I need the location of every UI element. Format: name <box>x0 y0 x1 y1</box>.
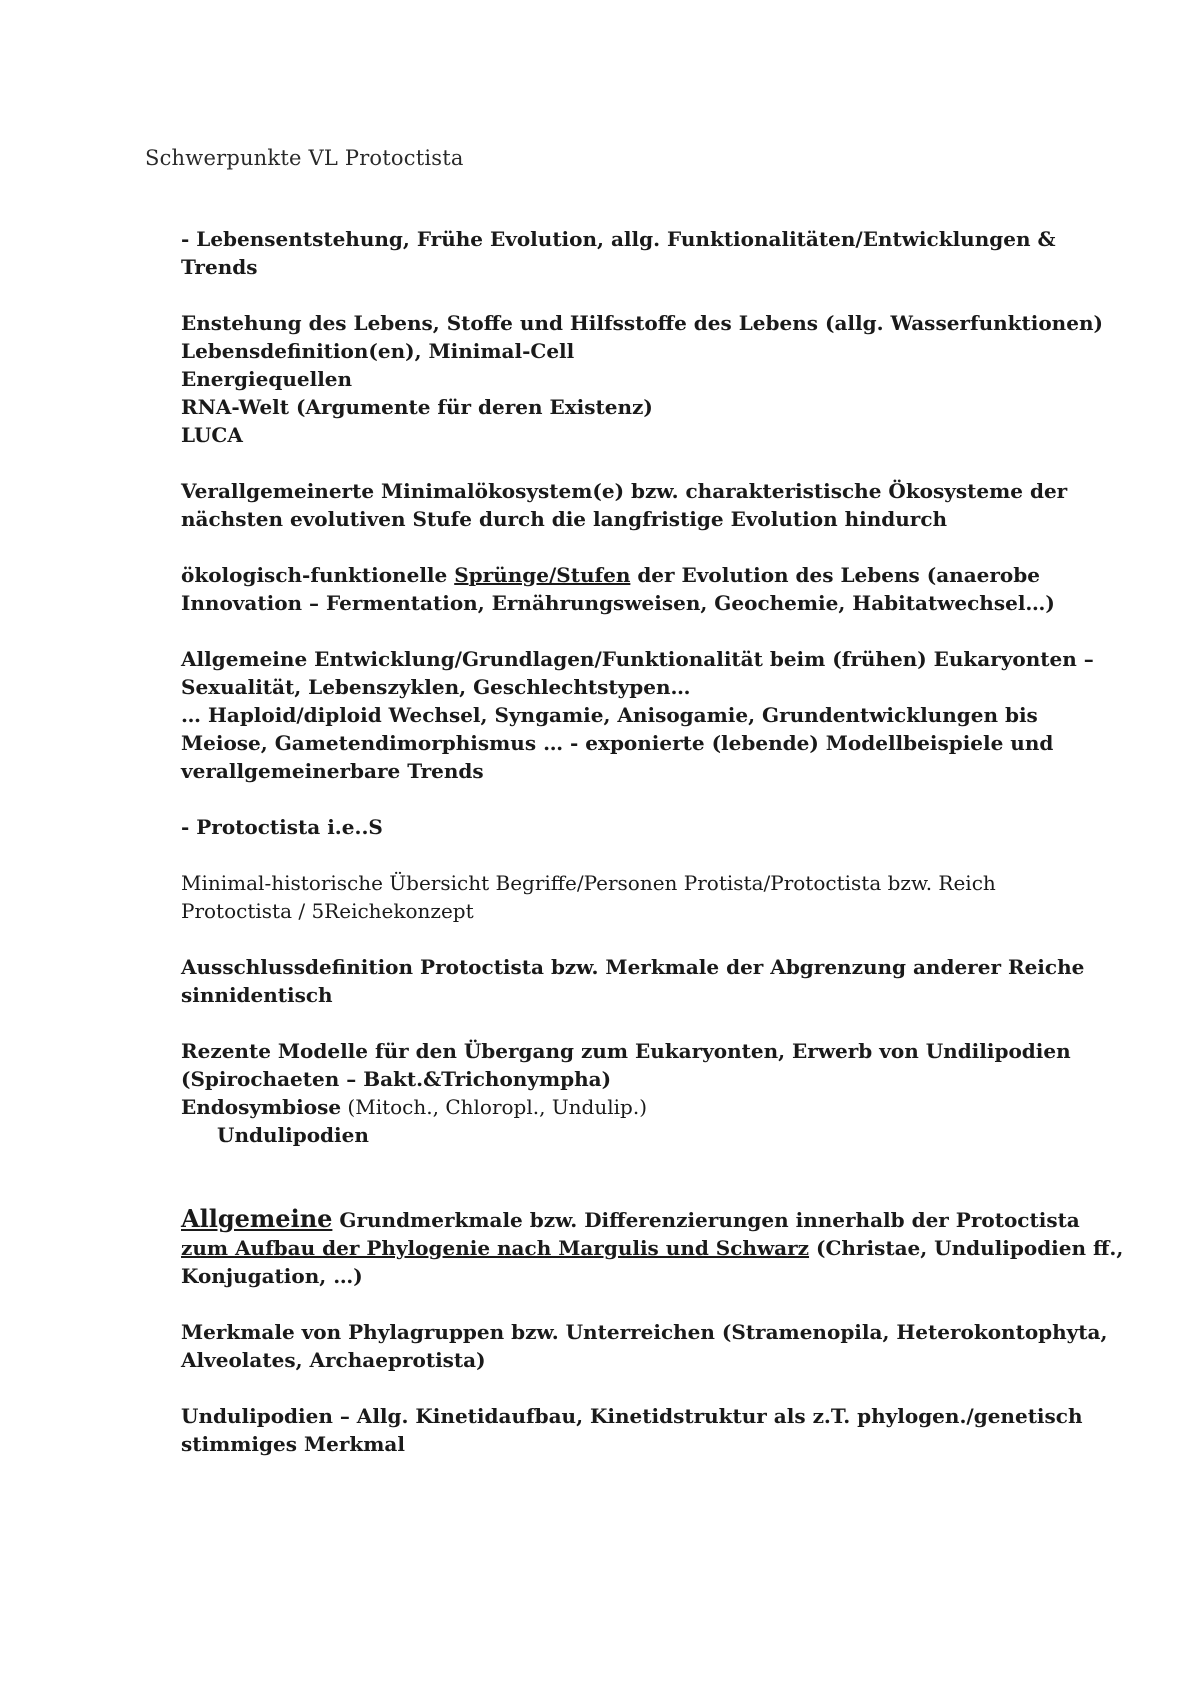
text-line: nächsten evolutiven Stufe durch die langfristige Evolution hindurch <box>181 507 948 531</box>
text-line: Trends <box>181 255 258 279</box>
paragraph-entstehung-des-lebens <box>181 309 1103 449</box>
paragraph-eukaryonten-entwicklung <box>181 645 1094 785</box>
paragraph-ausschlussdefinition <box>181 953 1085 1009</box>
text-line: RNA-Welt (Argumente für deren Existenz) <box>181 395 653 419</box>
text-line: Energiequellen <box>181 367 353 391</box>
paragraph-grundmerkmale <box>181 1204 1124 1290</box>
text-line: Protoctista / 5Reichekonzept <box>181 899 474 923</box>
text-segment: ökologisch-funktionelle <box>181 563 455 587</box>
text-line: Undulipodien <box>217 1123 369 1147</box>
text-segment: der Evolution des Lebens (anaerobe <box>630 563 1040 587</box>
paragraph-minimaloekosysteme <box>181 477 1081 533</box>
text-line: - Protoctista i.e..S <box>181 815 383 839</box>
text-segment: Grundmerkmale bzw. Differenzierungen innerhalb der Protoctista <box>332 1208 1080 1232</box>
text-line: LUCA <box>181 423 243 447</box>
text-line <box>181 1093 1081 1121</box>
text-line: stimmiges Merkmal <box>181 1432 405 1456</box>
text-line <box>181 561 1081 589</box>
paragraph-rezente-modelle <box>181 1037 1081 1149</box>
text-line: - Lebensentstehung, Frühe Evolution, allg. Funktionalitäten/Entwicklungen & <box>181 227 1056 251</box>
text-line: Alveolates, Archaeprotista) <box>181 1348 486 1372</box>
text-line: Verallgemeinerte Minimalökosystem(e) bzw. charakteristische Ökosysteme der <box>181 479 1068 503</box>
underlined-text: Sprünge/Stufen <box>454 563 631 587</box>
text-line: Allgemeine Entwicklung/Grundlagen/Funktionalität beim (frühen) Eukaryonten – <box>181 647 1094 671</box>
text-line: Sexualität, Lebenszyklen, Geschlechtstypen… <box>181 675 691 699</box>
text-line <box>181 1234 1124 1262</box>
heading-allgemeine: Allgemeine <box>181 1204 333 1233</box>
text-line: Meiose, Gametendimorphismus … - exponierte (lebende) Modellbeispiele und <box>181 731 1054 755</box>
text-segment: Endosymbiose <box>181 1095 342 1119</box>
text-line: Undulipodien – Allg. Kinetidaufbau, Kinetidstruktur als z.T. phylogen./genetisch <box>181 1404 1083 1428</box>
document-title: Schwerpunkte VL Protoctista <box>145 146 464 170</box>
paragraph-undulipodien <box>181 1402 1081 1458</box>
text-line: Konjugation, …) <box>181 1264 363 1288</box>
text-segment: (Mitoch., Chloropl., Undulip.) <box>341 1095 647 1119</box>
paragraph-historische-uebersicht <box>181 869 1081 925</box>
text-line: Rezente Modelle für den Übergang zum Eukaryonten, Erwerb von Undilipodien <box>181 1039 1071 1063</box>
text-line: verallgemeinerbare Trends <box>181 759 484 783</box>
text-line: … Haploid/diploid Wechsel, Syngamie, Anisogamie, Grundentwicklungen bis <box>181 703 1038 727</box>
text-line <box>181 1205 1081 1234</box>
underlined-text: zum Aufbau der Phylogenie nach Margulis und Schwarz <box>181 1236 810 1260</box>
paragraph-lebensentstehung <box>181 225 1081 281</box>
text-line: Minimal-historische Übersicht Begriffe/Personen Protista/Protoctista bzw. Reich <box>181 871 996 895</box>
text-line: Innovation – Fermentation, Ernährungsweisen, Geochemie, Habitatwechsel…) <box>181 591 1055 615</box>
text-line: Ausschlussdefinition Protoctista bzw. Merkmale der Abgrenzung anderer Reiche <box>181 955 1085 979</box>
paragraph-protoctista-ies <box>181 813 1081 841</box>
text-line: Merkmale von Phylagruppen bzw. Unterreichen (Stramenopila, Heterokontophyta, <box>181 1320 1108 1344</box>
document-body <box>181 225 1124 1486</box>
text-line: sinnidentisch <box>181 983 333 1007</box>
text-line: Enstehung des Lebens, Stoffe und Hilfsstoffe des Lebens (allg. Wasserfunktionen) <box>181 311 1103 335</box>
paragraph-phylagruppen <box>181 1318 1108 1374</box>
paragraph-spruenge-stufen <box>181 561 1081 617</box>
text-line: (Spirochaeten – Bakt.&Trichonympha) <box>181 1067 612 1091</box>
text-line: Lebensdefinition(en), Minimal-Cell <box>181 339 575 363</box>
text-segment: (Christae, Undulipodien ff., <box>809 1236 1124 1260</box>
